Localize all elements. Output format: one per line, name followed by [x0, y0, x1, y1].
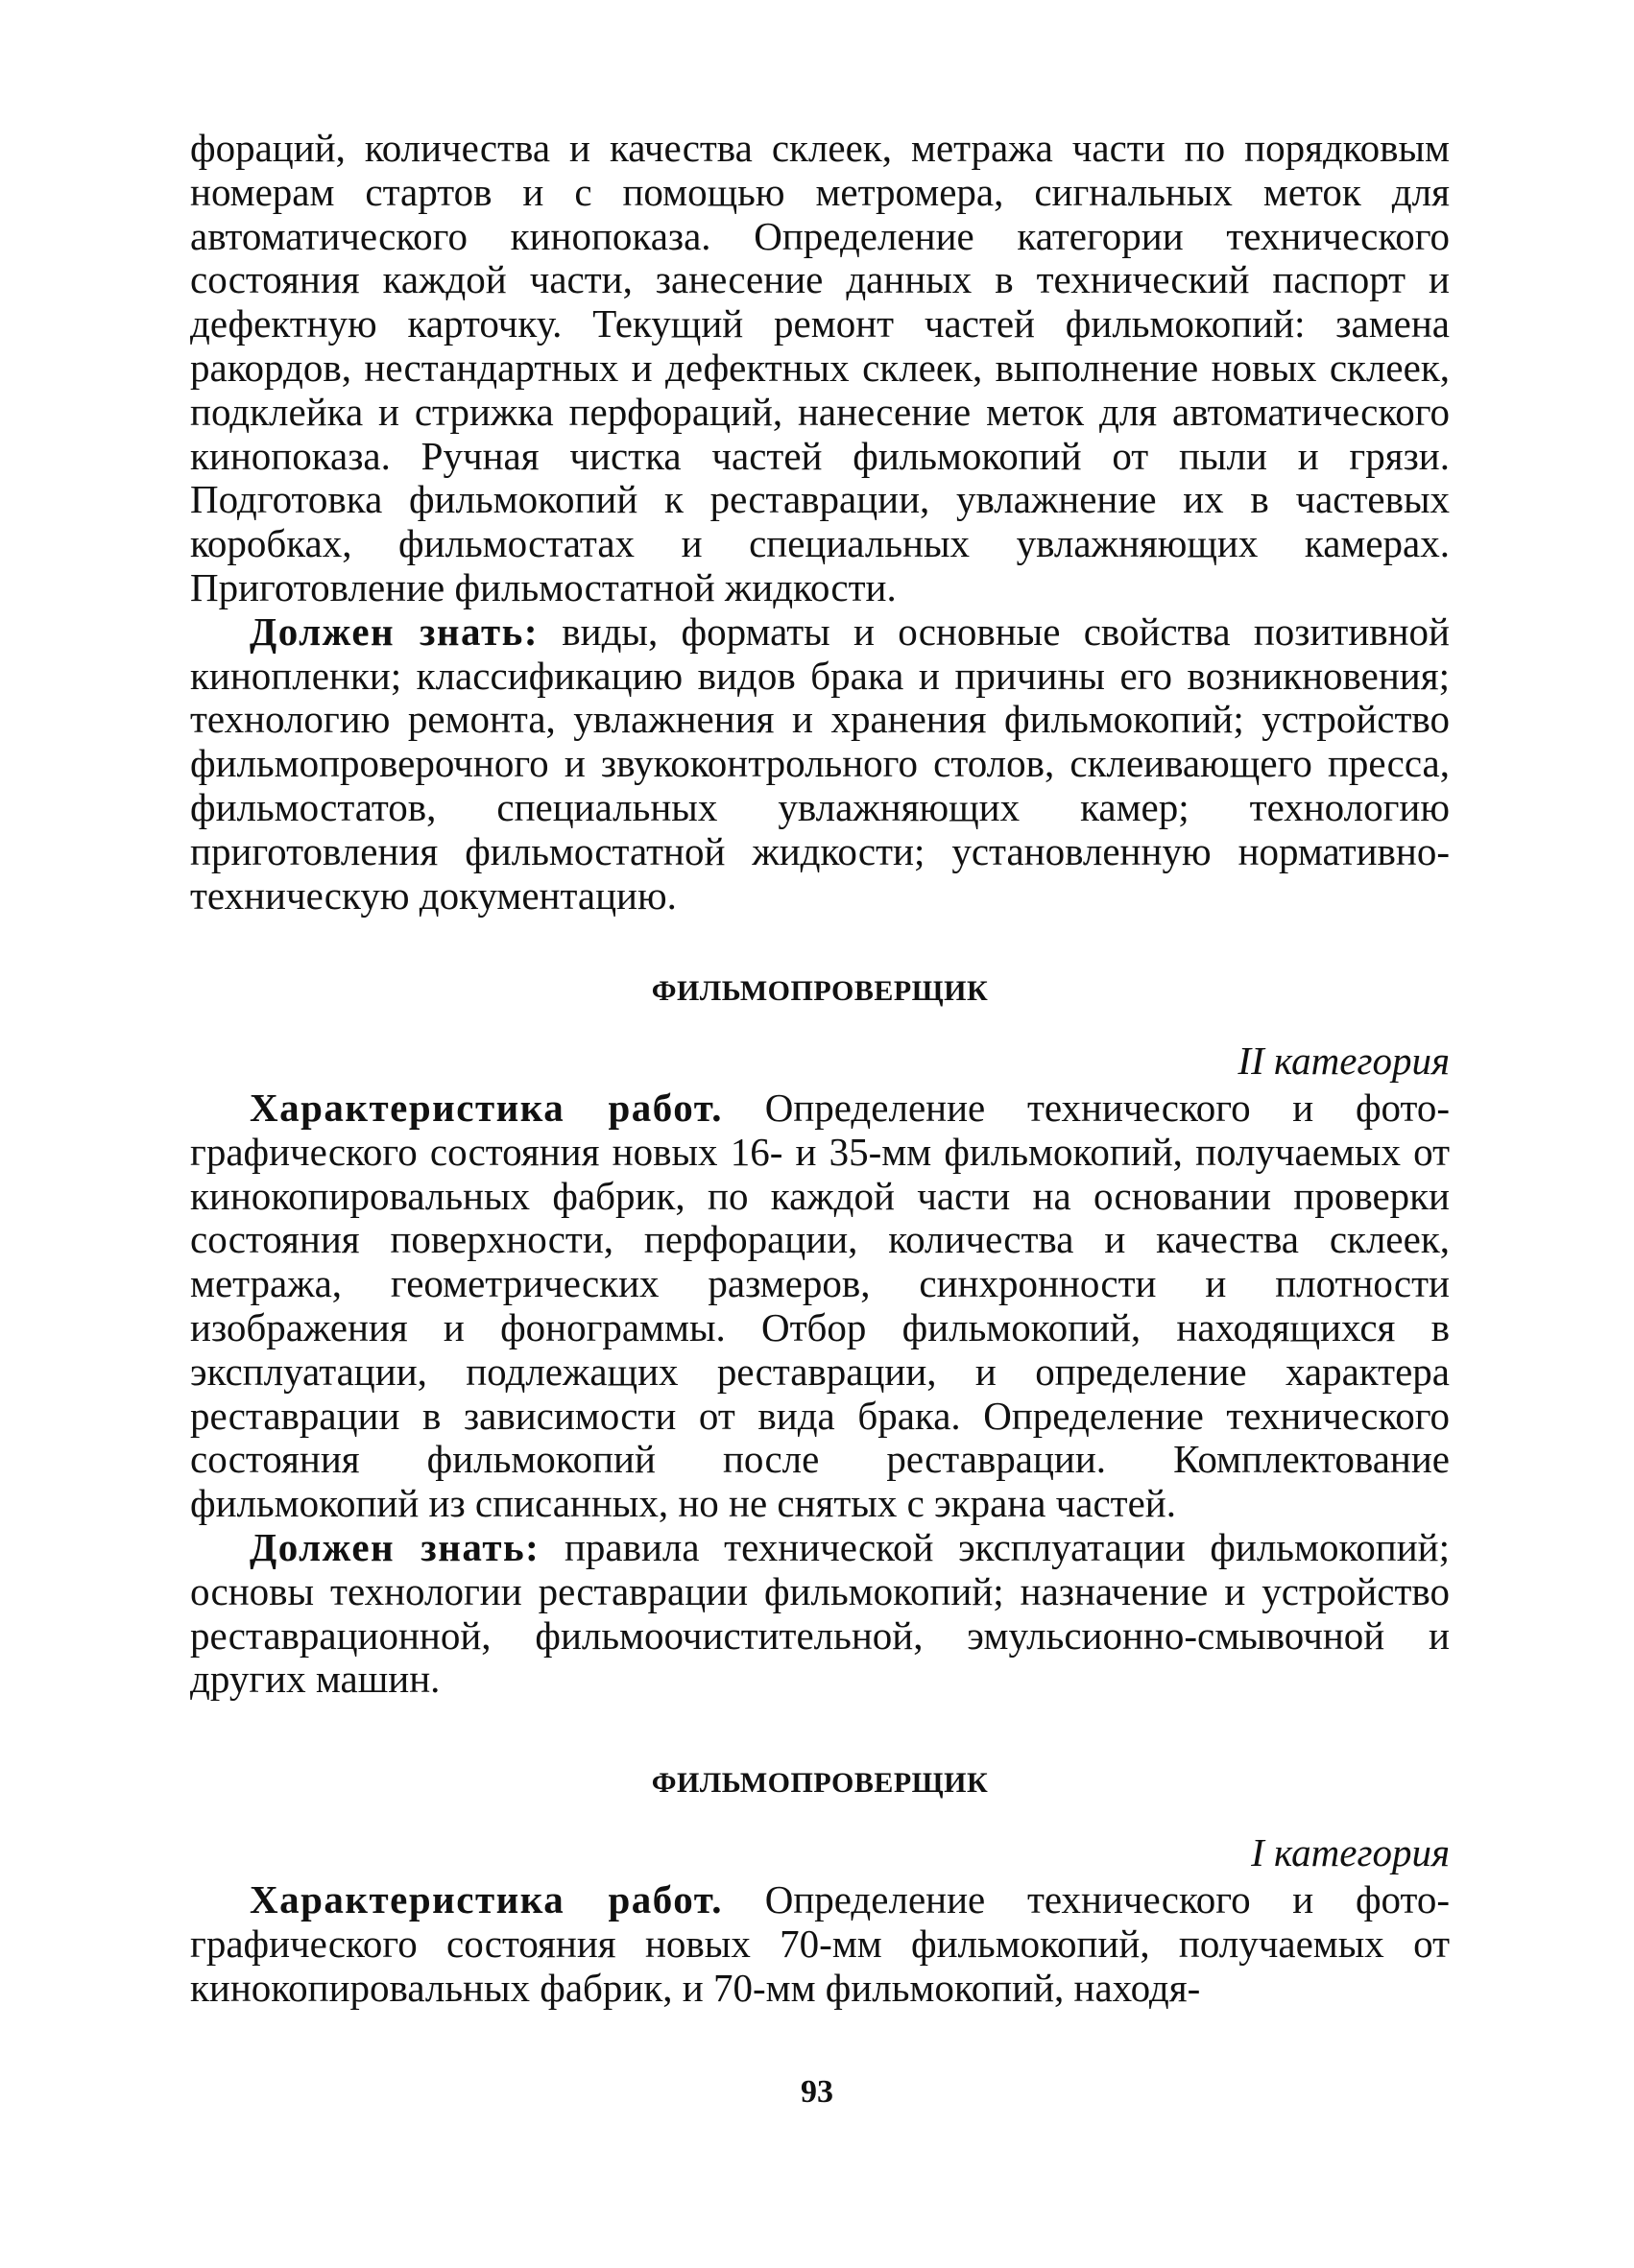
category-label-cat2: II категория	[1238, 1039, 1450, 1083]
section-body-cat2	[190, 1086, 1450, 1702]
must-know-paragraph	[190, 1526, 1450, 1702]
work-characteristics-paragraph	[190, 1086, 1450, 1526]
work-characteristics-text: Определение технического и фотографического состояния новых 70-мм фильмокопий, получаемых от кинокопировальных фабрик, и 70-мм фильмокопий, находя-	[190, 1877, 1450, 2010]
section-body-cat1	[190, 1878, 1450, 2010]
continuation-paragraph: фораций, количества и качества склеек, метража части по порядковым номерам стартов и с помощью метромера, сигнальных меток для автоматического кинопоказа. Определение категории технического состояния каждой части, занесение данных в технический паспорт и дефектную карточку. Текущий ремонт частей фильмокопий: замена ракордов, нестандартных и дефектных склеек, выполнение новых склеек, подклейка и стрижка перфораций, нанесение меток для автоматического кинопоказа. Ручная чистка частей фильмокопий от пыли и грязи. Подготовка фильмокопий к реставрации, увлажнение их в частевых коробках, фильмостатах и специальных увлажняющих камерах. Приготовление фильмостатной жидкости.	[190, 126, 1450, 609]
category-label-cat1: I категория	[1251, 1830, 1450, 1874]
work-characteristics-label: Характеристика работ.	[250, 1086, 724, 1130]
top-text-section	[190, 127, 1450, 918]
must-know-paragraph	[190, 610, 1450, 919]
work-characteristics-paragraph	[190, 1878, 1450, 2010]
must-know-text: виды, форматы и основные свойства позитивной кинопленки; классификацию видов брака и причины его возникновения; технологию ремонта, увлажнения и хранения фильмокопий; устройство фильмопроверочного и звукоконтрольного столов, склеивающего пресса, фильмостатов, специальных увлажняющих камер; технологию приготовления фильмостатной жидкости; установленную нормативно-техническую документацию.	[190, 609, 1451, 918]
must-know-text: правила технической эксплуатации фильмокопий; основы технологии реставрации фильмокопий; назначение и устройство реставрационной, фильмоочистительной, эмульсионно-смывочной и других машин.	[190, 1524, 1450, 1702]
page-number: 93	[801, 2074, 833, 2110]
section-heading-cat2: ФИЛЬМОПРОВЕРЩИК	[651, 975, 989, 1007]
must-know-label: Должен знать:	[250, 1524, 541, 1569]
work-characteristics-label: Характеристика работ.	[250, 1877, 724, 1922]
section-heading-cat1: ФИЛЬМОПРОВЕРЩИК	[651, 1767, 989, 1799]
must-know-label: Должен знать:	[250, 609, 539, 654]
work-characteristics-text: Определение технического и фотографического состояния новых 16- и 35-мм фильмокопий, получаемых от кинокопировальных фабрик, по каждой части на основании проверки состояния поверхности, перфорации, количества и качества склеек, метража, геометрических размеров, синхронности и плотности изображения и фонограммы. Отбор фильмокопий, находящихся в эксплуатации, подлежащих реставрации, и определение характера реставрации в зависимости от вида брака. Определение технического состояния фильмокопий после реставрации. Комплектование фильмокопий из списанных, но не снятых с экрана частей.	[190, 1086, 1450, 1526]
